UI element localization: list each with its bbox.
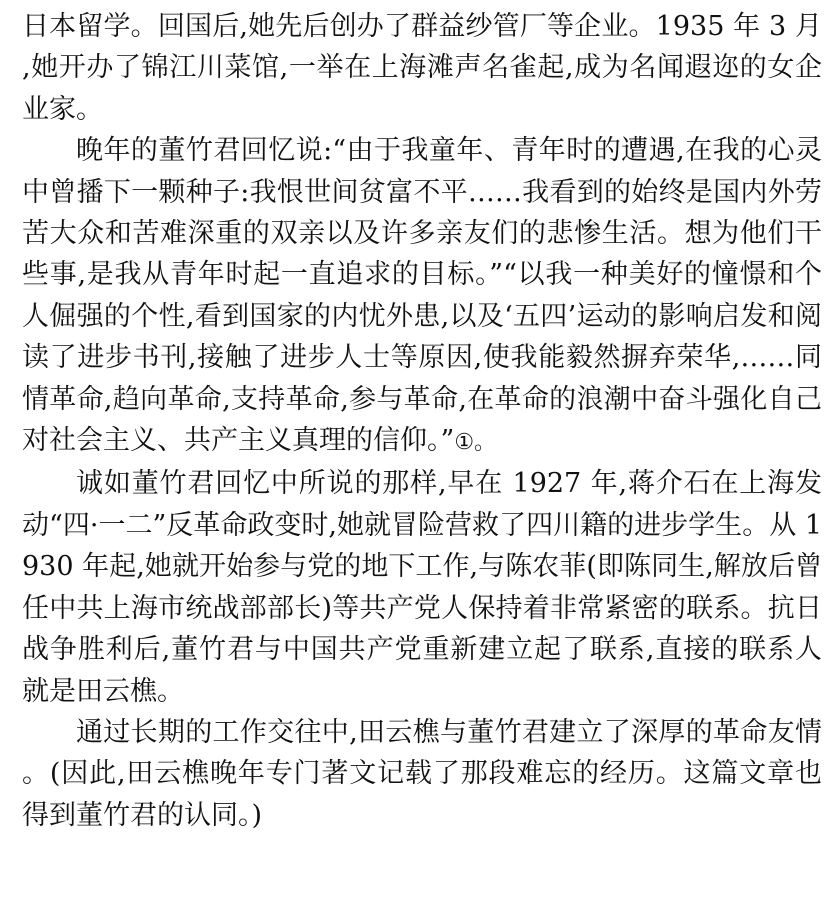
- paragraph-2-text: 晚年的董竹君回忆说:“由于我童年、青年时的遭遇,在我的心灵中曾播下一颗种子:我恨世间贫富不平……我看到的始终是国内外劳苦大众和苦难深重的双亲以及许多亲友们的悲惨生活。想为他们干些事,是我从青年时起一直追求的目标。”“以我一种美好的憧憬和个人倔强的个性,看到国家的内忧外患,以及‘五四’运动的影响启发和阅读了进步书刊,接触了进步人士等原因,使我能毅然摒弃荣华,……同情革命,趋向革命,支持革命,参与革命,在革命的浪潮中奋斗强化自己对社会主义、共产主义真理的信仰。”: [22, 135, 822, 457]
- footnote-marker: ①。: [454, 430, 497, 456]
- paragraph-1: [22, 6, 822, 130]
- paragraph-3-text: 诚如董竹君回忆中所说的那样,早在 1927 年,蒋介石在上海发动“四·一二”反革命政变时,她就冒险营救了四川籍的进步学生。从 1930 年起,她就开始参与党的地下工作,与陈农菲(即陈同生,解放后曾任中共上海市统战部部长)等共产党人保持着非常紧密的联系。抗日战争胜利后,董竹君与中国共产党重新建立起了联系,直接的联系人就是田云樵。: [22, 468, 822, 707]
- paragraph-3: [22, 463, 822, 711]
- paragraph-2: [22, 130, 822, 463]
- body-text: [22, 6, 822, 836]
- paragraph-4-text: 通过长期的工作交往中,田云樵与董竹君建立了深厚的革命友情。(因此,田云樵晚年专门著文记载了那段难忘的经历。这篇文章也得到董竹君的认同。): [22, 716, 822, 831]
- paragraph-4: [22, 712, 822, 836]
- paragraph-1-text: 日本留学。回国后,她先后创办了群益纱管厂等企业。1935 年 3 月,她开办了锦江川菜馆,一举在上海滩声名雀起,成为名闻遐迩的女企业家。: [22, 11, 822, 125]
